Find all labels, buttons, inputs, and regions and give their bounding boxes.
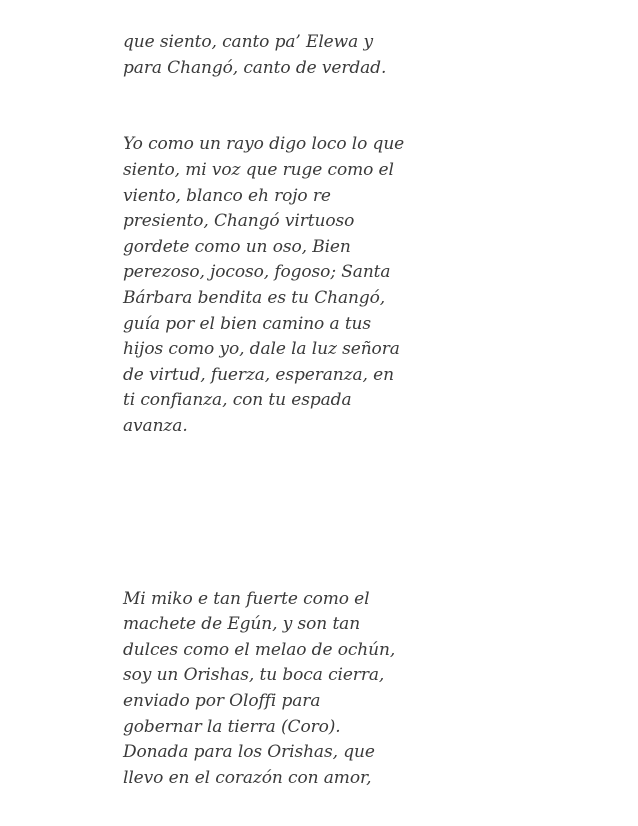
poem-line: Yo como un rayo digo loco lo que: [123, 134, 405, 154]
poem-line: Donada para los Orishas, que: [123, 742, 375, 762]
poem-line: llevo en el corazón con amor,: [123, 768, 372, 788]
poem-line: gordete como un oso, Bien: [123, 237, 351, 257]
poem-line: Mi miko e tan fuerte como el: [123, 589, 370, 609]
poem-line: ti confianza, con tu espada: [123, 390, 352, 410]
poem-line: dulces como el melao de ochún,: [123, 640, 396, 660]
poem-line: gobernar la tierra (Coro).: [123, 717, 341, 737]
poem-line: hijos como yo, dale la luz señora: [123, 339, 400, 359]
poem-line: viento, blanco eh rojo re: [123, 186, 331, 206]
poem-line: de virtud, fuerza, esperanza, en: [123, 365, 394, 385]
poem-line: soy un Orishas, tu boca cierra,: [123, 665, 385, 685]
poem-line: avanza.: [123, 416, 188, 436]
poem-line: Bárbara bendita es tu Changó,: [123, 288, 386, 308]
poem-line: para Changó, canto de verdad.: [123, 58, 387, 78]
poem-line: machete de Egún, y son tan: [123, 614, 361, 634]
poem-line: presiento, Changó virtuoso: [123, 211, 355, 231]
poem-line: enviado por Oloffi para: [123, 691, 321, 711]
poem-line: siento, mi voz que ruge como el: [123, 160, 394, 180]
poem-line: guía por el bien camino a tus: [123, 314, 372, 334]
poem-line: perezoso, jocoso, fogoso; Santa: [123, 262, 391, 282]
poem-line: que siento, canto pa’ Elewa y: [123, 32, 373, 52]
